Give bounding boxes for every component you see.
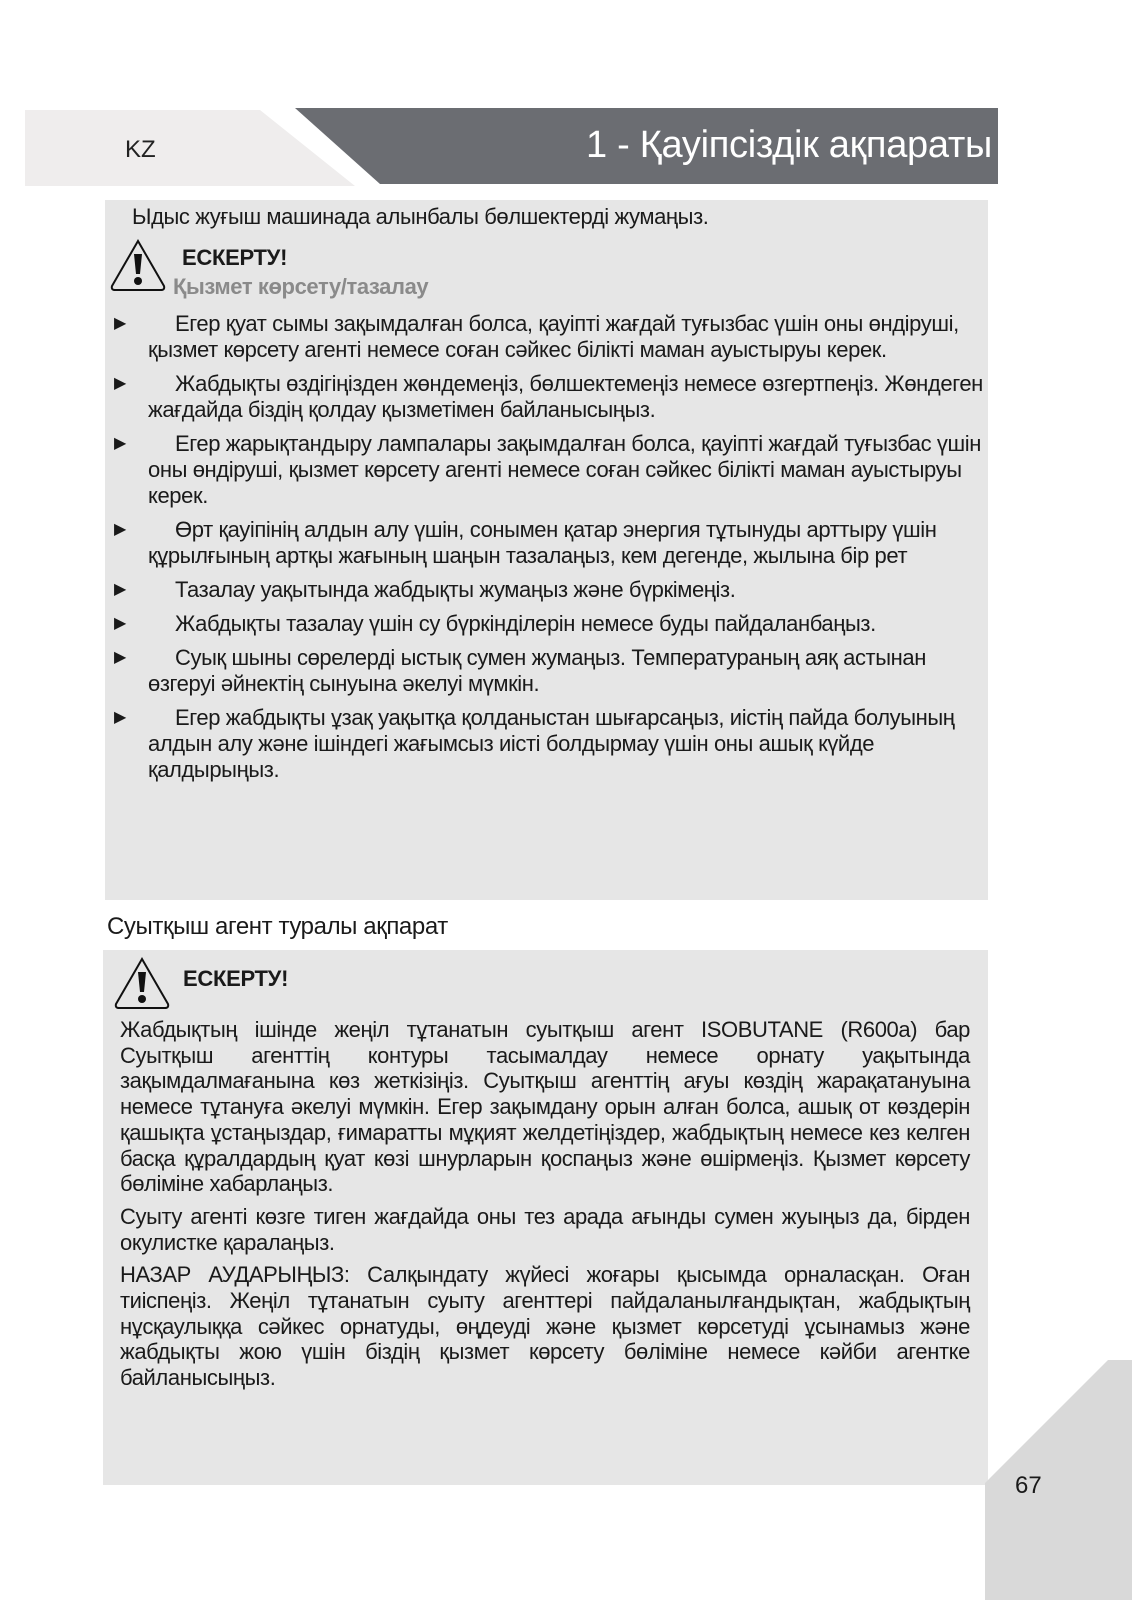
bullet-icon: ▶ [114, 615, 126, 632]
list-item-text: Егер қуат сымы зақымдалған болса, қауіпті жағдай туғызбас үшін оны өндіруші, қызмет көрсету агенті немесе соған сәйкес білікті маман ауыстыруы керек. [148, 311, 959, 362]
language-code: KZ [125, 136, 156, 163]
bullet-icon: ▶ [114, 375, 126, 392]
list-item-text: Суық шыны сөрелерді ыстық сумен жумаңыз. Температураның аяқ астынан өзгеруі әйнектің сынуына әкелуі мүмкін. [148, 645, 926, 696]
list-item [105, 311, 985, 363]
list-item [105, 517, 985, 569]
list-item-text: Жабдықты тазалау үшін су бүркінділерін немесе буды пайдаланбаңыз. [175, 611, 876, 636]
warning-subtitle: Қызмет көрсету/тазалау [173, 274, 429, 299]
refrigerant-warning-box [103, 950, 988, 1485]
list-item-text: Егер жарықтандыру лампалары зақымдалған болса, қауіпті жағдай туғызбас үшін оны өндіруші, қызмет көрсету агенті немесе соған сәйкес білікті маман ауыстыруы керек. [148, 431, 982, 508]
paragraph: Жабдықтың ішінде жеңіл тұтанатын суытқыш агент ISOBUTANE (R600a) бар Суытқыш агенттің контуры тасымалдау немесе орнату уақытында зақымдалмағанына көз жеткізіңіз. Суытқыш агенттің ағуы көздің жарақатануына немесе тұтануға әкелуі мүмкін. Егер зақымдану орын алған болса, ашық от көздерін қашықта ұстаңыздар, ғимаратты мұқият желдетіңіздер, жабдықтың немесе кез келген басқа құралдардың қуат көзі шнурларын қоспаңыз және өшірмеңіз. Қызмет көрсету бөліміне хабарлаңыз. [120, 1017, 970, 1197]
section-heading: Суытқыш агент туралы ақпарат [107, 913, 448, 940]
list-item [105, 645, 985, 697]
page-title: 1 - Қауіпсіздік ақпараты [585, 124, 992, 166]
bullet-icon: ▶ [114, 521, 126, 538]
refrigerant-text [120, 1017, 970, 1398]
page-corner-decoration [985, 1360, 1132, 1600]
header-lang-tab [25, 110, 355, 186]
intro-text: Ыдыс жуғыш машинада алынбалы бөлшектерді жумаңыз. [132, 204, 709, 229]
list-item-text: Өрт қауіпінің алдын алу үшін, сонымен қатар энергия тұтынуды арттыру үшін құрылғының артқы жағының шаңын тазалаңыз, кем дегенде, жылына бір рет [148, 517, 937, 568]
paragraph: НАЗАР АУДАРЫҢЫЗ: Салқындату жүйесі жоғары қысымда орналасқан. Оған тиіспеңіз. Жеңіл тұтанатын суыту агенттері пайдаланылғандықтан, жабдықтың нұсқаулыққа сәйкес орнатуды, өңдеуді және қызмет көрсетуді ұсынамыз және жабдықты жою үшін біздің қызмет көрсету бөліміне немесе кәйби агентке байланысыңыз. [120, 1262, 970, 1391]
list-item-text: Тазалау уақытында жабдықты жумаңыз және бүркімеңіз. [175, 577, 736, 602]
list-item [105, 431, 985, 509]
warning-title: ЕСКЕРТУ! [182, 245, 288, 270]
bullet-icon: ▶ [114, 649, 126, 666]
page-number: 67 [1015, 1472, 1042, 1499]
warning-icon [113, 956, 171, 1010]
bullet-icon: ▶ [114, 435, 126, 452]
bullet-icon: ▶ [114, 315, 126, 332]
list-item [105, 577, 985, 603]
list-item [105, 371, 985, 423]
list-item [105, 611, 985, 637]
bullet-icon: ▶ [114, 581, 126, 598]
bullet-icon: ▶ [114, 709, 126, 726]
list-item-text: Жабдықты өздігіңізден жөндемеңіз, бөлшектемеңіз немесе өзгертпеңіз. Жөндеген жағдайда біздің қолдау қызметімен байланысыңыз. [148, 371, 983, 422]
paragraph: Суыту агенті көзге тиген жағдайда оны тез арада ағынды сумен жуыңыз да, бірден окулистке қаралаңыз. [120, 1203, 970, 1255]
warning-icon [109, 238, 167, 292]
list-item-text: Егер жабдықты ұзақ уақытқа қолданыстан шығарсаңыз, иістің пайда болуының алдын алу және ішіндегі жағымсыз иісті болдырмау үшін оны ашық күйде қалдырыңыз. [148, 705, 955, 782]
maintenance-warning-box [105, 200, 988, 900]
list-item [105, 705, 985, 783]
safety-list [105, 311, 985, 791]
warning-title: ЕСКЕРТУ! [183, 966, 289, 991]
